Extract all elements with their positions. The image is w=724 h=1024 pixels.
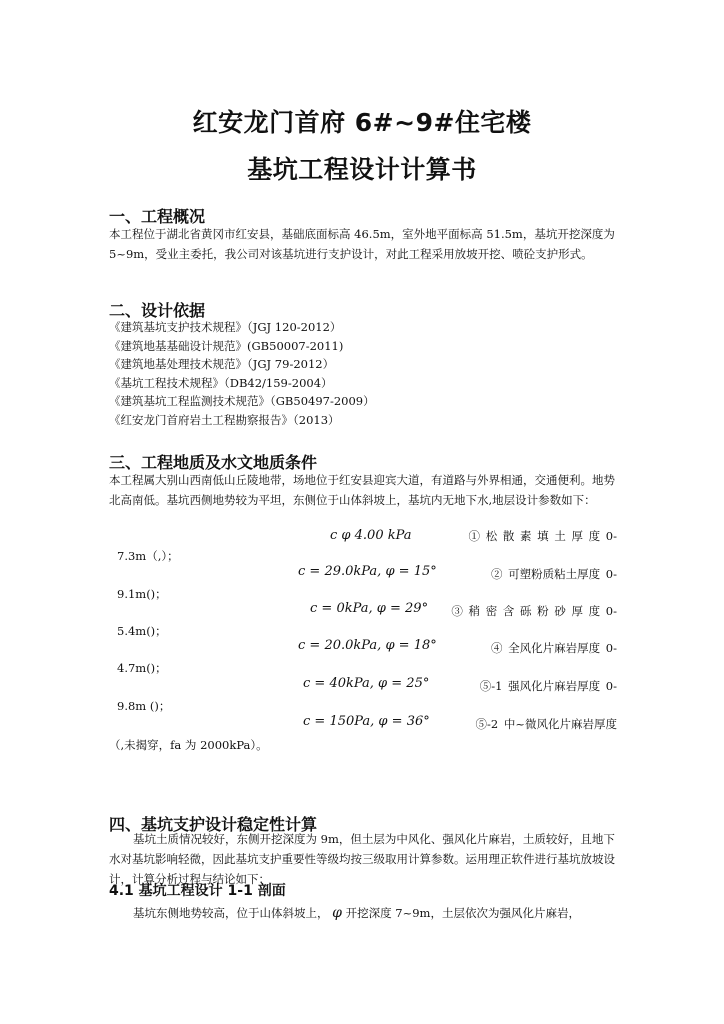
document-title-line2: 基坑工程设计计算书 xyxy=(247,155,477,184)
param-formula-4: c = 20.0kPa, φ = 18° xyxy=(298,638,437,653)
param-formula-2: c = 29.0kPa, φ = 15° xyxy=(298,564,437,579)
section-4-text: 基坑土质情况较好，东侧开挖深度为 9m，但土层为中风化、强风化片麻岩，土质较好，且地下水对基坑影响轻微，因此基坑支护重要性等级均按三级取用计算参数。运用理正软件进行基坑放坡设计，计算分析过程与结论如下： xyxy=(109,832,615,886)
param-desc-1: ① 松 散 素 填 土 厚 度 0- xyxy=(468,529,617,543)
document-title-line1: 红安龙门首府 6#~9#住宅楼 xyxy=(192,108,532,137)
param-desc-2: ② 可塑粉质粘土厚度 0- xyxy=(490,567,617,581)
param-cont-4: 4.7m()； xyxy=(117,661,167,675)
param-formula-6: c = 150Pa, φ = 36° xyxy=(303,714,430,729)
param-desc-3: ③ 稍 密 含 砾 粉 砂 厚 度 0- xyxy=(451,604,617,618)
subsection-text-part-b: 开挖深度 7~9m，土层依次为强风化片麻岩， xyxy=(345,906,580,920)
reference-item: 《建筑地基基础设计规范》(GB50007-2011) xyxy=(109,338,344,353)
subsection-text-part-a: 基坑东侧地势较高，位于山体斜坡上， xyxy=(133,906,329,920)
reference-item: 《建筑基坑工程监测技术规范》（GB50497-2009） xyxy=(109,394,375,408)
section-3-note: （,未揭穿，fa 为 2000kPa）。 xyxy=(109,738,268,752)
param-formula-5: c = 40kPa, φ = 25° xyxy=(303,676,430,691)
reference-item: 《红安龙门首府岩土工程勘察报告》（2013） xyxy=(109,412,340,427)
param-cont-3: 5.4m()； xyxy=(117,624,167,638)
reference-item: 《建筑基坑支护技术规程》（JGJ 120-2012） xyxy=(109,320,342,334)
section-1-heading: 一、工程概况 xyxy=(109,207,206,226)
reference-item: 《建筑地基处理技术规范》（JGJ 79-2012） xyxy=(109,357,335,371)
section-4-heading: 四、基坑支护设计稳定性计算 xyxy=(109,815,318,834)
reference-list xyxy=(109,318,375,429)
phi-symbol: φ xyxy=(332,905,342,921)
section-3-heading: 三、工程地质及水文地质条件 xyxy=(109,453,318,472)
param-desc-4: ④ 全风化片麻岩厚度 0- xyxy=(490,641,617,655)
param-cont-5: 9.8m ()； xyxy=(117,699,171,713)
section-3-text: 本工程属大别山西南低山丘陵地带，场地位于红安县迎宾大道，有道路与外界相通，交通便利。地势北高南低。基坑西侧地势较为平坦，东侧位于山体斜坡上，基坑内无地下水,地层设计参数如下： xyxy=(109,473,615,507)
param-desc-6: ⑤-2 中~微风化片麻岩厚度 xyxy=(475,717,617,731)
subsection-4-1-heading: 4.1 基坑工程设计 1-1 剖面 xyxy=(109,883,286,899)
param-formula-1: c φ 4.00 kPa xyxy=(330,528,412,543)
param-cont-1: 7.3m（,）； xyxy=(117,549,179,563)
param-cont-2: 9.1m()； xyxy=(117,587,167,601)
param-formula-3: c = 0kPa, φ = 29° xyxy=(310,601,429,616)
subsection-4-1-text xyxy=(109,903,617,923)
param-desc-5: ⑤-1 强风化片麻岩厚度 0- xyxy=(479,679,617,693)
section-1-text: 本工程位于湖北省黄冈市红安县，基础底面标高 46.5m，室外地平面标高 51.5m，基坑开挖深度为 5~9m，受业主委托，我公司对该基坑进行支护设计，对此工程采用放坡开挖、喷砼支护形式。 xyxy=(109,227,615,261)
section-2-heading: 二、设计依据 xyxy=(109,301,206,320)
reference-item: 《基坑工程技术规程》（DB42/159-2004） xyxy=(109,375,333,390)
